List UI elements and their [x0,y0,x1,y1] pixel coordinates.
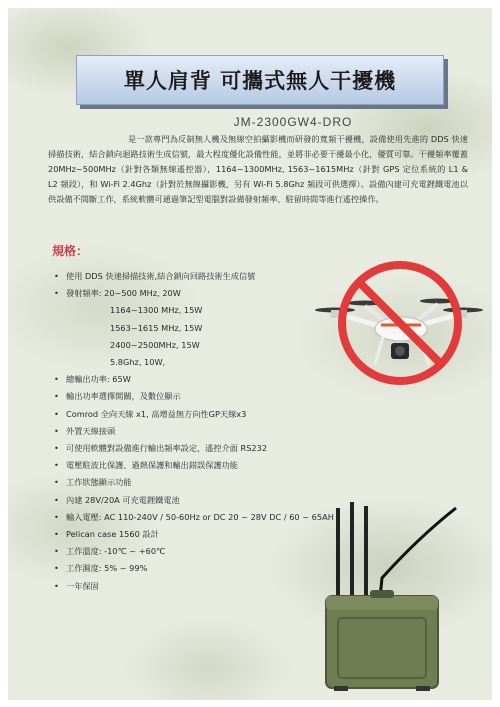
bullet-icon: • [54,477,59,488]
bullet-icon: • [54,408,59,419]
bullet-icon: • [54,391,59,402]
spec-item [54,457,344,474]
backpack-jammer-case-illustration [308,498,483,693]
bullet-icon: • [54,425,59,436]
spec-text: 外置天線接頭 [66,425,116,436]
bullet-icon: • [54,529,59,540]
page-title: 單人肩背 可攜式無人干擾機 [123,69,397,93]
intro-paragraph: 是一款專門為反制無人機及無線空拍攝影機而研發的寬頻干擾機，設備使用先進的 DDS 快速掃描技術，結合鎖向迴路技術生成信號，最大程度優化設備性能，並將非必要干擾最小化，優質可靠。干擾頻率覆蓋 20MHz~500MHz（針對各類無線遙控器），1164~1300MHz, 1563~1615MHz（針對 GPS 定位系統的 L1 & L2 頻段），和 Wi-Fi 2.4Ghz（針對於無線攝影機，另有 Wi-Fi 5.8Ghz 頻段可供選擇）。設備內建可充電鋰鐵電池以供設備不間斷工作，系統軟體可通過筆記型電腦對設備發射頻率、駐留時間等進行遙控操作。 [48,134,468,204]
spec-text: 2400~2500MHz, 15W [110,339,200,350]
spec-item [54,543,344,560]
title-banner [76,55,444,105]
bullet-icon: • [54,580,59,591]
spec-item [54,371,344,388]
no-drone-illustration [313,253,488,393]
spec-heading: 規格： [52,244,89,258]
bullet-icon: • [54,563,59,574]
spec-item [54,388,344,405]
whip-antenna [380,508,456,598]
spec-item [54,440,344,457]
spec-text: 一年保固 [66,580,99,591]
spec-item [54,509,344,526]
bullet-icon: • [54,374,59,385]
spec-text: 輸入電壓: AC 110-240V / 50-60Hz or DC 20 ~ 28V DC / 60 ~ 65AH [66,511,334,522]
bullet-icon: • [54,443,59,454]
spec-list [54,268,344,595]
brochure-page [8,8,492,700]
spec-text: 5.8Ghz, 10W, [110,357,166,368]
spec-text: 工作溫度: -10℃ ~ +60℃ [66,546,166,557]
spec-item [54,423,344,440]
spec-item [54,320,344,337]
spec-text: 電壓駐波比保護、過熱保護和輸出錯誤保護功能 [66,460,238,471]
spec-text: Comrod 全向天線 x1, 高增益無方向性GP天線x3 [66,408,247,419]
spec-item [54,492,344,509]
spec-text: 發射頻率: 20~500 MHz, 20W [66,288,181,299]
spec-text: 工作狀態顯示功能 [66,477,132,488]
spec-text: Pelican case 1560 設計 [66,529,159,540]
bullet-icon: • [54,288,59,299]
spec-item [54,302,344,319]
bullet-icon: • [54,460,59,471]
spec-text: 可使用軟體對設備進行輸出頻率設定，遙控介面 RS232 [66,443,268,454]
spec-text: 總輸出功率: 65W [66,374,131,385]
spec-item [54,406,344,423]
spec-item [54,337,344,354]
model-number: JM-2300GW4-DRO [233,115,353,129]
spec-text: 使用 DDS 快速掃描技術,結合鎖向回路技術生成信號 [66,271,256,281]
spec-text: 1164~1300 MHz, 15W [110,305,203,316]
bullet-icon: • [54,511,59,522]
spec-item [54,354,344,371]
bullet-icon: • [54,271,59,281]
spec-item [54,474,344,491]
spec-item [54,268,344,285]
spec-item [54,560,344,577]
bullet-icon: • [54,494,59,505]
spec-item [54,526,344,543]
spec-text: 工作濕度: 5% ~ 99% [66,563,148,574]
spec-text: 內建 28V/20A 可充電鋰鐵電池 [66,494,180,505]
spec-text: 1563~1615 MHz, 15W [110,322,203,333]
bullet-icon: • [54,546,59,557]
spec-item [54,285,344,302]
spec-item [54,578,344,595]
spec-text: 輸出功率選擇開關，及數位顯示 [66,391,181,402]
